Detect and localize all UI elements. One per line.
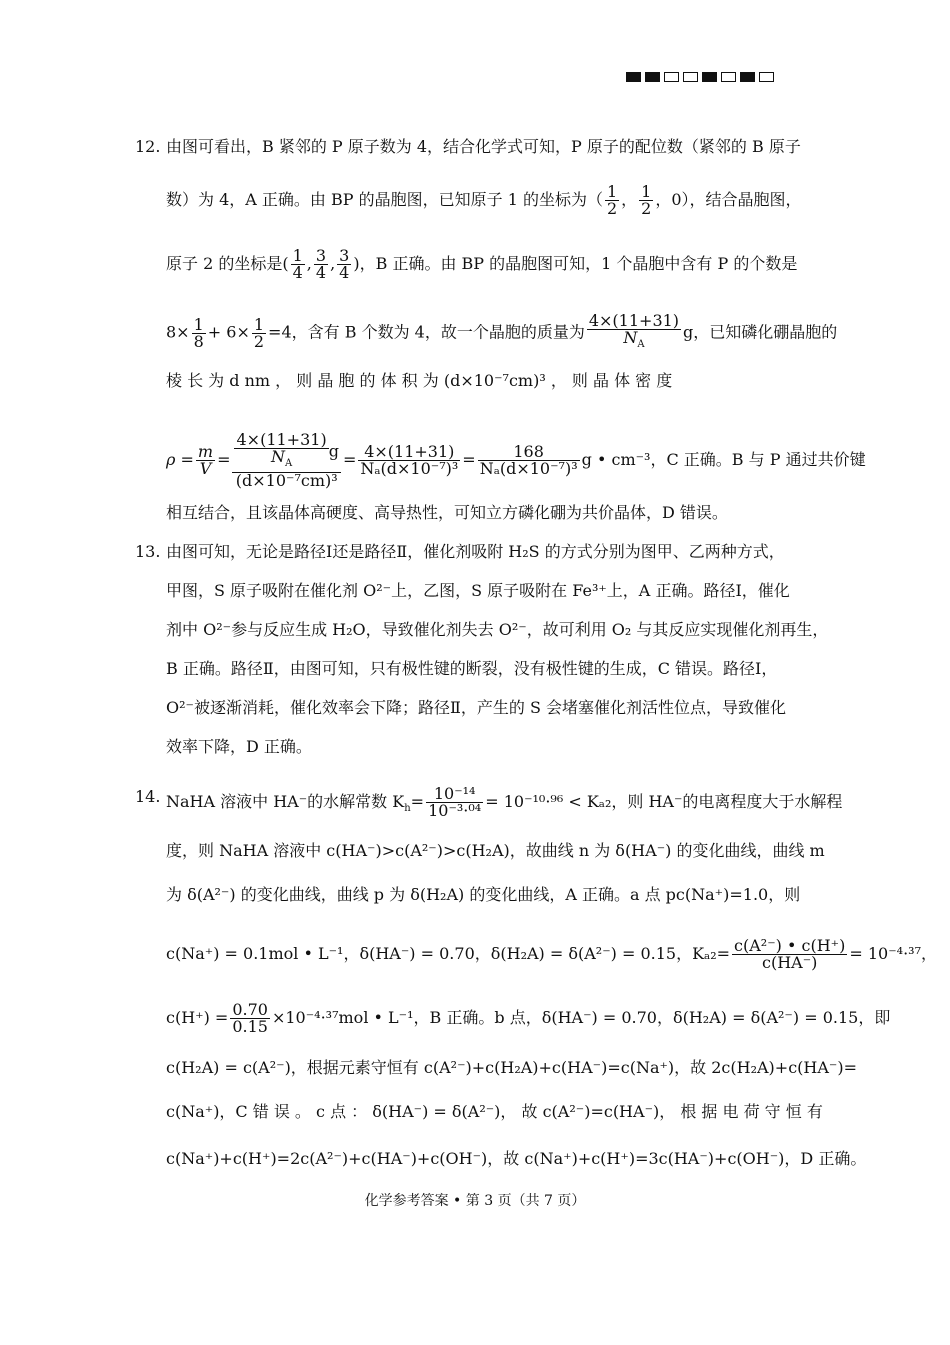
q14-line-8: c(Na⁺)+c(H⁺)=2c(A²⁻)+c(HA⁻)+c(OH⁻)，故 c(Na⁺)+c(H⁺)=3c(HA⁻)+c(OH⁻)，D 正确。 [166, 1149, 867, 1168]
text: = 10⁻¹⁰·⁹⁶ < Kₐ₂，则 HA⁻的电离程度大于水解程 [485, 792, 843, 811]
progress-marks [626, 72, 774, 82]
q14-line-5 [166, 1000, 891, 1036]
fraction-na-expression: $\frac{4\times(11+31)}{\text{Nₐ(d×10⁻⁷)³}}$ [360, 442, 459, 479]
q14-line-1: NaHA 溶液中 HA⁻的水解常数 $K_h=$ $\frac{\text{10⁻¹⁴}}{\text{10⁻³·⁰⁴}}$ = 10⁻¹⁰·⁹⁶ < Kₐ₂，则 HA⁻的电离程度大于水解程 [166, 784, 843, 820]
q14-line-4 [166, 936, 937, 972]
text: 数）为 4，A 正确。由 BP 的晶胞图，已知原子 1 的坐标为（ [166, 190, 603, 209]
fraction-quarter: $\frac{1}{4}$ [292, 246, 303, 282]
fraction-ka2: $\frac{\text{c(A²⁻) • c(H⁺)}}{c(HA^-)}$ [734, 936, 846, 972]
text: c(Na⁺) = 0.1mol • L⁻¹，δ(HA⁻) = 0.70，δ(H₂A) = δ(A²⁻) = 0.15，Kₐ₂= [166, 944, 731, 963]
fraction-three-quarters: $\frac{3}{4}$ [339, 246, 350, 282]
fraction-168: $\frac{168}{\text{Nₐ(d×10⁻⁷)³}}$ [479, 442, 578, 479]
q13-line-5: O²⁻被逐渐消耗，催化效率会下降；路径Ⅱ，产生的 S 会堵塞催化剂活性位点，导致催化 [166, 698, 786, 717]
q12-line-3: 原子 2 的坐标是( $\frac{1}{4}$ , $\frac{3}{4}$ , $\frac{3}{4}$ )，B 正确。由 BP 的晶胞图可知，1 个晶胞中含有 P 的个数是 [166, 246, 798, 282]
text: g • cm⁻³，C 正确。B 与 P 通过共价键 [581, 450, 866, 470]
mark-filled [740, 72, 755, 82]
q14-line-3: 为 δ(A²⁻) 的变化曲线，曲线 p 为 δ(H₂A) 的变化曲线，A 正确。a 点 pc(Na⁺)=1.0，则 [166, 885, 801, 904]
text: c(H⁺) = [166, 1008, 229, 1027]
fraction-m-over-v: $\frac{m}{V}$ [197, 442, 214, 479]
text: 原子 2 的坐标是 [166, 254, 283, 273]
mark-filled [702, 72, 717, 82]
q14-number: 14. [135, 787, 161, 806]
q12-number: 12. [135, 137, 161, 156]
text: = 10⁻⁴·³⁷， [849, 944, 937, 963]
mark-empty [759, 72, 774, 82]
mark-filled [626, 72, 641, 82]
q14-line-6: c(H₂A) = c(A²⁻)，根据元素守恒有 c(A²⁻)+c(H₂A)+c(HA⁻)=c(Na⁺)，故 2c(H₂A)+c(HA⁻)= [166, 1058, 858, 1077]
mark-filled [645, 72, 660, 82]
fraction-h-ion: $\frac{0.70}{0.15}$ [232, 1000, 268, 1036]
fraction-one-eighth: $\frac{1}{8}$ [193, 314, 204, 351]
text: =4，含有 B 个数为 4，故一个晶胞的质量为 [268, 322, 585, 342]
fraction-mass-over-volume: $\frac{4\times(11+31)}{N_A}$ g (d×10⁻⁷cm)³ [232, 432, 340, 489]
q12-line-2: 数）为 4，A 正确。由 BP 的晶胞图，已知原子 1 的坐标为（ $\frac{1}{2}$ ， $\frac{1}{2}$ ，0），结合晶胞图， [166, 182, 802, 218]
q12-line-1: 由图可看出，B 紧邻的 P 原子数为 4，结合化学式可知，P 原子的配位数（紧邻的 B 原子 [166, 137, 801, 156]
q13-line-6: 效率下降，D 正确。 [166, 737, 312, 756]
q12-density-formula: ρ = $\frac{m}{V}$ = $\frac{4\times(11+31)}{N_A}$ g (d×10⁻⁷cm)³ = $\frac{4\times(11+31)}{\text{Nₐ(d×10⁻⁷)³}}$ = $\frac{168}{\text{Nₐ(d×10⁻⁷)³}}$ g • cm⁻³，C 正确。B 与 P 通过共价键 [166, 430, 866, 491]
q13-line-3: 剂中 O²⁻参与反应生成 H₂O，导致催化剂失去 O²⁻，故可利用 O₂ 与其反应实现催化剂再生， [166, 620, 829, 639]
q13-line-2: 甲图，S 原子吸附在催化剂 O²⁻上，乙图，S 原子吸附在 Fe³⁺上，A 正确。路径Ⅰ，催化 [166, 581, 790, 600]
fraction-half: $\frac{1}{2}$ [606, 182, 618, 218]
q14-line-7: c(Na⁺)，C 错 误 。 c 点 ： δ(HA⁻) = δ(A²⁻)， 故 c(A²⁻)=c(HA⁻)， 根 据 电 荷 守 恒 有 [166, 1102, 823, 1121]
text: g，已知磷化硼晶胞的 [683, 322, 838, 342]
q13-line-1: 由图可知，无论是路径Ⅰ还是路径Ⅱ，催化剂吸附 H₂S 的方式分别为图甲、乙两种方式， [166, 542, 785, 561]
q14-line-2: 度，则 NaHA 溶液中 c(HA⁻)>c(A²⁻)>c(H₂A)，故曲线 n 为 δ(HA⁻) 的变化曲线，曲线 m [166, 841, 825, 860]
fraction-cell-mass: $\frac{4\times(11+31)}{N_A}$ [588, 311, 680, 351]
fraction-half: $\frac{1}{2}$ [253, 314, 265, 351]
mark-empty [664, 72, 679, 82]
text: ，0），结合晶胞图， [655, 190, 802, 209]
page-footer: 化学参考答案 • 第 3 页（共 7 页） [364, 1193, 586, 1209]
q12-line-5: 棱 长 为 d nm ， 则 晶 胞 的 体 积 为 (d×10⁻⁷cm)³ ， 则 晶 体 密 度 [166, 371, 673, 390]
fraction-three-quarters: $\frac{3}{4}$ [315, 246, 327, 282]
text: ，B 正确。由 BP 的晶胞图可知，1 个晶胞中含有 P 的个数是 [359, 254, 798, 273]
mark-empty [721, 72, 736, 82]
text: NaHA 溶液中 HA⁻的水解常数 K [166, 792, 405, 811]
fraction-half: $\frac{1}{2}$ [641, 182, 652, 218]
q13-number: 13. [135, 542, 161, 561]
q12-line-7: 相互结合，且该晶体高硬度、高导热性，可知立方磷化硼为共价晶体，D 错误。 [166, 503, 728, 522]
text: ×10⁻⁴·³⁷mol • L⁻¹，B 正确。b 点，δ(HA⁻) = 0.70，δ(H₂A) = δ(A²⁻) = 0.15，即 [271, 1008, 891, 1027]
q13-line-4: B 正确。路径Ⅱ，由图可知，只有极性键的断裂，没有极性键的生成，C 错误。路径Ⅰ， [166, 659, 778, 678]
fraction-hydrolysis: $\frac{\text{10⁻¹⁴}}{\text{10⁻³·⁰⁴}}$ [428, 784, 482, 820]
q12-line-4: 8× $\frac{1}{8}$ + 6× $\frac{1}{2}$ =4，含有 B 个数为 4，故一个晶胞的质量为 $\frac{4\times(11+31)}{N_A}$ g，已知磷化硼晶胞的 [166, 313, 820, 353]
mark-empty [683, 72, 698, 82]
